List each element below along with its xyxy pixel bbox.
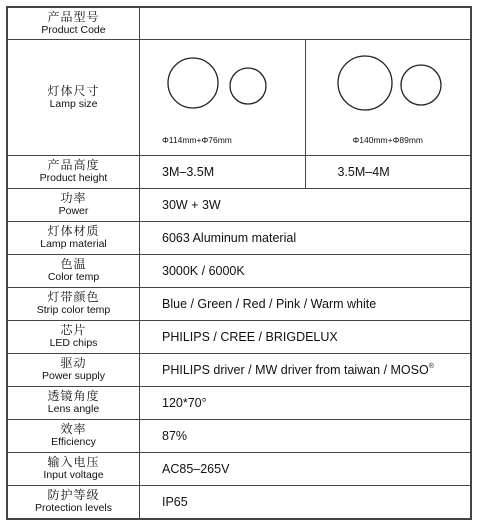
spec-table [7,7,471,519]
label-zh: 灯体尺寸 [47,83,100,98]
lamp-size-cell-large [305,40,471,156]
power-value: 30W + 3W [140,189,471,222]
label-zh: 灯体材质 [47,224,100,239]
row-label [8,40,140,156]
table-row [8,486,471,519]
label-en: LED chips [49,337,98,350]
label-en: Lamp material [40,238,107,251]
registered-mark: ® [428,363,434,370]
label-zh: 功率 [60,191,87,206]
lamp-dimension: Φ140mm+Φ89mm [352,134,423,145]
label-zh: 驱动 [60,356,87,371]
row-label [8,321,140,354]
label-en: Power [58,205,89,218]
label-zh: 透镜角度 [47,389,100,404]
row-label [8,387,140,420]
table-row [8,40,471,156]
protection-level-value: IP65 [140,486,471,519]
row-label [8,8,140,40]
color-temp-value: 3000K / 6000K [140,255,471,288]
label-en: Power supply [41,370,106,383]
strip-color-value: Blue / Green / Red / Pink / Warm white [140,288,471,321]
row-label [8,189,140,222]
label-zh: 输入电压 [47,455,100,470]
table-row [8,354,471,387]
table-row [8,255,471,288]
lamp-circles-icon [333,53,443,117]
label-en: Input voltage [43,469,104,482]
label-zh: 产品高度 [47,158,100,173]
spec-sheet [6,6,472,520]
label-en: Efficiency [51,436,96,449]
table-row [8,387,471,420]
label-zh: 产品型号 [47,9,100,24]
lamp-dimension: Φ114mm+Φ76mm [162,134,232,145]
power-supply-value [140,354,471,387]
label-zh: 色温 [60,257,87,272]
label-zh: 防护等级 [47,488,100,503]
table-row [8,321,471,354]
lamp-circles-icon [167,53,277,117]
row-label [8,156,140,189]
product-code-value [140,8,471,40]
label-en: Protection levels [34,502,113,515]
lamp-size-cell-small [140,40,306,156]
label-en: Product height [39,172,108,185]
table-row [8,8,471,40]
label-en: Strip color temp [36,304,111,317]
label-en: Color temp [47,271,100,284]
table-row [8,189,471,222]
row-label [8,354,140,387]
label-zh: 效率 [60,422,87,437]
lamp-material-value: 6063 Aluminum material [140,222,471,255]
product-height-value: 3M–3.5M [140,156,306,189]
row-label [8,486,140,519]
table-row [8,288,471,321]
product-height-value: 3.5M–4M [305,156,471,189]
led-chips-value: PHILIPS / CREE / BRIGDELUX [140,321,471,354]
label-en: Lens angle [47,403,100,416]
label-zh: 芯片 [60,323,87,338]
power-supply-text: PHILIPS driver / MW driver from taiwan / MOSO [162,363,429,377]
table-row [8,420,471,453]
row-label [8,453,140,486]
label-zh: 灯带颜色 [47,290,100,305]
table-row [8,453,471,486]
lens-angle-value: 120*70° [140,387,471,420]
efficiency-value: 87% [140,420,471,453]
row-label [8,255,140,288]
row-label [8,420,140,453]
label-en: Lamp size [49,97,98,110]
label-en: Product Code [41,23,106,36]
row-label [8,222,140,255]
table-row [8,156,471,189]
row-label [8,288,140,321]
input-voltage-value: AC85–265V [140,453,471,486]
table-row [8,222,471,255]
